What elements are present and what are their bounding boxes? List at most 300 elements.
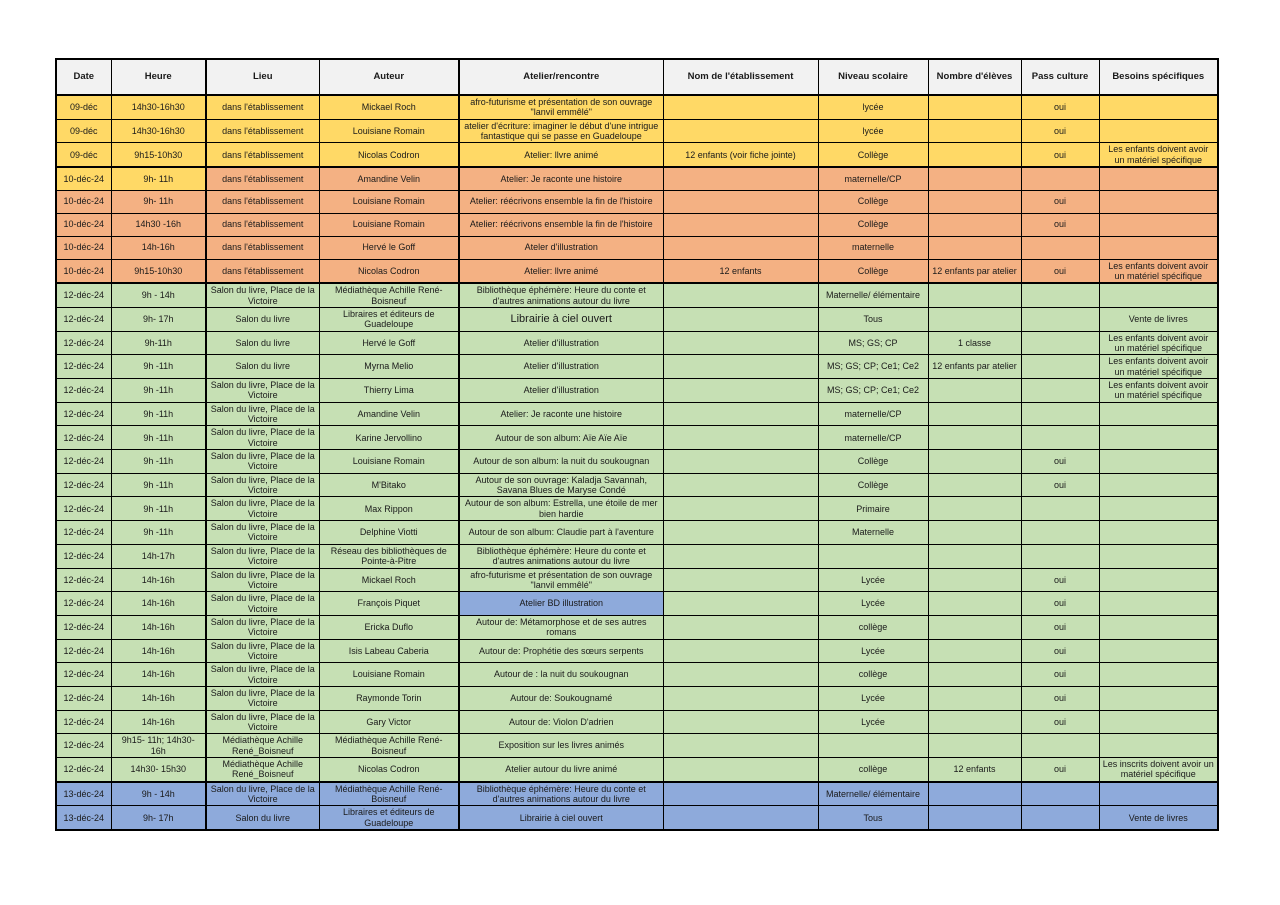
cell-date: 10-déc-24 [56, 190, 111, 213]
cell-lieu: dans l'établissement [206, 95, 319, 119]
cell-niveau: Tous [818, 806, 928, 830]
cell-date: 09-déc [56, 143, 111, 167]
cell-lieu: Salon du livre, Place de la Victoire [206, 782, 319, 806]
cell-nombre [928, 190, 1021, 213]
cell-auteur: Hervé le Goff [319, 331, 459, 355]
cell-auteur: Nicolas Codron [319, 143, 459, 167]
cell-nombre [928, 473, 1021, 497]
cell-nombre [928, 568, 1021, 592]
cell-etablissement [663, 544, 818, 568]
cell-atelier: Autour de son album: Claudie part à l'aventure [459, 521, 663, 545]
cell-lieu: Salon du livre, Place de la Victoire [206, 473, 319, 497]
table-row [56, 734, 1218, 758]
table-row [56, 119, 1218, 143]
table-row [56, 568, 1218, 592]
cell-auteur: Mickael Roch [319, 568, 459, 592]
table-row [56, 710, 1218, 734]
cell-pass: oui [1021, 686, 1099, 710]
cell-etablissement [663, 402, 818, 426]
cell-date: 12-déc-24 [56, 521, 111, 545]
cell-niveau: Collège [818, 473, 928, 497]
cell-auteur: Louisiane Romain [319, 119, 459, 143]
cell-auteur: Nicolas Codron [319, 758, 459, 782]
cell-pass [1021, 402, 1099, 426]
cell-pass: oui [1021, 710, 1099, 734]
cell-etablissement [663, 782, 818, 806]
cell-besoins: Vente de livres [1099, 806, 1218, 830]
cell-niveau: MS; GS; CP [818, 331, 928, 355]
cell-date: 12-déc-24 [56, 497, 111, 521]
cell-pass: oui [1021, 758, 1099, 782]
table-row [56, 639, 1218, 663]
cell-lieu: Salon du livre, Place de la Victoire [206, 639, 319, 663]
column-header-niveau: Niveau scolaire [818, 59, 928, 95]
cell-auteur: Thierry Lima [319, 379, 459, 403]
cell-date: 09-déc [56, 95, 111, 119]
cell-besoins [1099, 95, 1218, 119]
cell-nombre [928, 450, 1021, 474]
table-row [56, 473, 1218, 497]
table-row [56, 497, 1218, 521]
cell-date: 12-déc-24 [56, 473, 111, 497]
cell-niveau: Collège [818, 259, 928, 283]
table-row [56, 782, 1218, 806]
cell-etablissement [663, 236, 818, 259]
cell-auteur: Ericka Duflo [319, 615, 459, 639]
cell-pass: oui [1021, 639, 1099, 663]
cell-niveau: lycée [818, 119, 928, 143]
cell-besoins: Les enfants doivent avoir un matériel spécifique [1099, 379, 1218, 403]
cell-auteur: Louisiane Romain [319, 450, 459, 474]
cell-heure: 9h - 14h [111, 782, 206, 806]
table-row [56, 686, 1218, 710]
cell-auteur: Médiathèque Achille René-Boisneuf [319, 782, 459, 806]
cell-nombre [928, 402, 1021, 426]
cell-heure: 9h -11h [111, 521, 206, 545]
cell-date: 10-déc-24 [56, 259, 111, 283]
cell-date: 13-déc-24 [56, 782, 111, 806]
column-header-besoins: Besoins spécifiques [1099, 59, 1218, 95]
cell-niveau: MS; GS; CP; Ce1; Ce2 [818, 379, 928, 403]
cell-besoins [1099, 734, 1218, 758]
cell-date: 12-déc-24 [56, 568, 111, 592]
cell-niveau: lycée [818, 95, 928, 119]
cell-heure: 9h -11h [111, 379, 206, 403]
cell-atelier: Atelier d'illustration [459, 379, 663, 403]
cell-atelier: Atelier BD illustration [459, 592, 663, 616]
cell-heure: 9h -11h [111, 355, 206, 379]
cell-heure: 14h-16h [111, 236, 206, 259]
table-row [56, 307, 1218, 331]
cell-heure: 14h-17h [111, 544, 206, 568]
cell-nombre [928, 143, 1021, 167]
cell-lieu: Salon du livre, Place de la Victoire [206, 283, 319, 307]
cell-date: 12-déc-24 [56, 592, 111, 616]
cell-nombre [928, 663, 1021, 687]
cell-atelier: Autour de son ouvrage: Kaladja Savannah, Savana Blues de Maryse Condé [459, 473, 663, 497]
cell-date: 10-déc-24 [56, 213, 111, 236]
cell-niveau: Collège [818, 143, 928, 167]
cell-auteur: Myrna Melio [319, 355, 459, 379]
cell-nombre: 12 enfants [928, 758, 1021, 782]
column-header-lieu: Lieu [206, 59, 319, 95]
cell-etablissement [663, 663, 818, 687]
cell-date: 12-déc-24 [56, 758, 111, 782]
cell-pass [1021, 355, 1099, 379]
cell-heure: 9h15-10h30 [111, 143, 206, 167]
cell-besoins [1099, 615, 1218, 639]
column-header-etablissement: Nom de l'établissement [663, 59, 818, 95]
cell-lieu: dans l'établissement [206, 119, 319, 143]
cell-lieu: dans l'établissement [206, 143, 319, 167]
cell-atelier: Atelier: Je raconte une histoire [459, 402, 663, 426]
cell-besoins [1099, 663, 1218, 687]
cell-auteur: Max Rippon [319, 497, 459, 521]
cell-heure: 14h-16h [111, 686, 206, 710]
cell-besoins [1099, 782, 1218, 806]
cell-besoins [1099, 544, 1218, 568]
cell-date: 12-déc-24 [56, 402, 111, 426]
cell-niveau: Maternelle [818, 521, 928, 545]
cell-auteur: Hervé le Goff [319, 236, 459, 259]
table-row [56, 806, 1218, 830]
cell-atelier: afro-futurisme et présentation de son ouvrage "lanvil emmêlé" [459, 95, 663, 119]
table-row [56, 143, 1218, 167]
cell-auteur: Delphine Viotti [319, 521, 459, 545]
cell-auteur: Gary Victor [319, 710, 459, 734]
cell-heure: 9h -11h [111, 473, 206, 497]
table-row [56, 95, 1218, 119]
table-row [56, 663, 1218, 687]
table-row [56, 190, 1218, 213]
cell-besoins [1099, 568, 1218, 592]
cell-atelier: Bibliothèque éphémère: Heure du conte et d'autres animations autour du livre [459, 782, 663, 806]
cell-atelier: Ateler d'illustration [459, 236, 663, 259]
cell-niveau [818, 544, 928, 568]
table-row [56, 758, 1218, 782]
cell-atelier: Bibliothèque éphémère: Heure du conte et d'autres animations autour du livre [459, 544, 663, 568]
cell-besoins [1099, 426, 1218, 450]
column-header-auteur: Auteur [319, 59, 459, 95]
cell-heure: 9h - 14h [111, 283, 206, 307]
cell-niveau: collège [818, 663, 928, 687]
cell-date: 12-déc-24 [56, 615, 111, 639]
schedule-table [55, 58, 1219, 831]
cell-lieu: Salon du livre [206, 806, 319, 830]
cell-besoins: Les inscrits doivent avoir un matériel spécifique [1099, 758, 1218, 782]
cell-lieu: Salon du livre, Place de la Victoire [206, 592, 319, 616]
cell-heure: 9h- 11h [111, 167, 206, 190]
cell-nombre [928, 379, 1021, 403]
cell-etablissement [663, 379, 818, 403]
cell-auteur: Amandine Velin [319, 402, 459, 426]
cell-pass [1021, 521, 1099, 545]
cell-pass: oui [1021, 568, 1099, 592]
cell-heure: 9h -11h [111, 497, 206, 521]
cell-nombre [928, 639, 1021, 663]
cell-besoins [1099, 283, 1218, 307]
cell-lieu: Salon du livre, Place de la Victoire [206, 379, 319, 403]
cell-etablissement: 12 enfants [663, 259, 818, 283]
cell-niveau: Tous [818, 307, 928, 331]
cell-besoins [1099, 592, 1218, 616]
cell-etablissement [663, 497, 818, 521]
cell-date: 12-déc-24 [56, 426, 111, 450]
cell-pass: oui [1021, 450, 1099, 474]
cell-niveau [818, 734, 928, 758]
cell-nombre [928, 307, 1021, 331]
cell-niveau: maternelle [818, 236, 928, 259]
cell-auteur: Réseau des bibliothèques de Pointe-à-Pitre [319, 544, 459, 568]
schedule-sheet [55, 58, 1219, 831]
cell-niveau: Maternelle/ élémentaire [818, 782, 928, 806]
cell-nombre [928, 426, 1021, 450]
table-row [56, 521, 1218, 545]
cell-auteur: Karine Jervollino [319, 426, 459, 450]
cell-auteur: Louisiane Romain [319, 190, 459, 213]
cell-heure: 14h30-16h30 [111, 95, 206, 119]
cell-atelier: Atelier d'illustration [459, 331, 663, 355]
cell-pass: oui [1021, 190, 1099, 213]
cell-heure: 9h15- 11h; 14h30-16h [111, 734, 206, 758]
cell-etablissement [663, 686, 818, 710]
cell-atelier: Atelier d'illustration [459, 355, 663, 379]
cell-besoins [1099, 450, 1218, 474]
cell-pass [1021, 497, 1099, 521]
table-row [56, 283, 1218, 307]
cell-atelier: Autour de: Prophétie des sœurs serpents [459, 639, 663, 663]
table-row [56, 331, 1218, 355]
cell-besoins [1099, 686, 1218, 710]
cell-date: 12-déc-24 [56, 686, 111, 710]
cell-besoins: Les enfants doivent avoir un matériel spécifique [1099, 331, 1218, 355]
cell-atelier: Atelier: llvre animé [459, 143, 663, 167]
cell-lieu: Salon du livre, Place de la Victoire [206, 450, 319, 474]
cell-pass [1021, 167, 1099, 190]
cell-nombre [928, 544, 1021, 568]
cell-lieu: Salon du livre, Place de la Victoire [206, 663, 319, 687]
cell-niveau: MS; GS; CP; Ce1; Ce2 [818, 355, 928, 379]
cell-besoins [1099, 167, 1218, 190]
table-row [56, 615, 1218, 639]
cell-date: 12-déc-24 [56, 663, 111, 687]
cell-nombre [928, 236, 1021, 259]
cell-lieu: dans l'établissement [206, 190, 319, 213]
cell-atelier: Atelier: réécrivons ensemble la fin de l'histoire [459, 213, 663, 236]
cell-etablissement [663, 355, 818, 379]
cell-etablissement [663, 283, 818, 307]
cell-heure: 9h- 17h [111, 307, 206, 331]
cell-etablissement [663, 568, 818, 592]
cell-lieu: Salon du livre, Place de la Victoire [206, 686, 319, 710]
column-header-date: Date [56, 59, 111, 95]
cell-etablissement [663, 190, 818, 213]
cell-niveau: Lycée [818, 710, 928, 734]
table-row [56, 259, 1218, 283]
cell-pass: oui [1021, 259, 1099, 283]
cell-lieu: Salon du livre, Place de la Victoire [206, 521, 319, 545]
cell-nombre [928, 710, 1021, 734]
cell-auteur: M'Bitako [319, 473, 459, 497]
cell-pass: oui [1021, 95, 1099, 119]
cell-lieu: Salon du livre [206, 307, 319, 331]
cell-lieu: dans l'établissement [206, 167, 319, 190]
cell-etablissement [663, 806, 818, 830]
cell-date: 10-déc-24 [56, 167, 111, 190]
cell-niveau: Lycée [818, 592, 928, 616]
cell-niveau: collège [818, 615, 928, 639]
cell-auteur: Raymonde Torin [319, 686, 459, 710]
cell-nombre [928, 615, 1021, 639]
cell-auteur: Libraires et éditeurs de Guadeloupe [319, 307, 459, 331]
cell-heure: 9h -11h [111, 450, 206, 474]
cell-nombre [928, 283, 1021, 307]
cell-lieu: dans l'établissement [206, 213, 319, 236]
cell-besoins [1099, 521, 1218, 545]
cell-heure: 14h-16h [111, 639, 206, 663]
cell-date: 12-déc-24 [56, 355, 111, 379]
table-row [56, 592, 1218, 616]
cell-besoins [1099, 473, 1218, 497]
cell-niveau: Primaire [818, 497, 928, 521]
cell-nombre: 1 classe [928, 331, 1021, 355]
cell-atelier: Atelier: llvre animé [459, 259, 663, 283]
table-row [56, 544, 1218, 568]
cell-atelier: Librairie à ciel ouvert [459, 806, 663, 830]
cell-etablissement [663, 167, 818, 190]
cell-nombre [928, 521, 1021, 545]
cell-pass: oui [1021, 592, 1099, 616]
cell-etablissement [663, 592, 818, 616]
cell-date: 12-déc-24 [56, 379, 111, 403]
cell-niveau: Maternelle/ élémentaire [818, 283, 928, 307]
cell-besoins [1099, 190, 1218, 213]
cell-etablissement [663, 450, 818, 474]
table-row [56, 167, 1218, 190]
cell-auteur: Médiathèque Achille René-Boisneuf [319, 734, 459, 758]
cell-nombre [928, 686, 1021, 710]
cell-atelier: atelier d'écriture: imaginer le début d'une intrigue fantastique qui se passe en Guadeloupe [459, 119, 663, 143]
cell-atelier: Autour de son album: la nuit du soukougnan [459, 450, 663, 474]
cell-date: 12-déc-24 [56, 710, 111, 734]
cell-lieu: Salon du livre, Place de la Victoire [206, 710, 319, 734]
cell-etablissement [663, 615, 818, 639]
cell-pass [1021, 782, 1099, 806]
cell-etablissement [663, 473, 818, 497]
cell-besoins [1099, 497, 1218, 521]
cell-auteur: François Piquet [319, 592, 459, 616]
cell-heure: 9h- 11h [111, 190, 206, 213]
cell-atelier: Atelier: réécrivons ensemble la fin de l'histoire [459, 190, 663, 213]
cell-niveau: Lycée [818, 686, 928, 710]
cell-etablissement [663, 426, 818, 450]
cell-etablissement: 12 enfants (voir fiche jointe) [663, 143, 818, 167]
cell-lieu: Médiathèque Achille René_Boisneuf [206, 758, 319, 782]
cell-nombre: 12 enfants par atelier [928, 259, 1021, 283]
cell-pass [1021, 283, 1099, 307]
cell-niveau: Lycée [818, 639, 928, 663]
cell-besoins [1099, 236, 1218, 259]
cell-date: 12-déc-24 [56, 450, 111, 474]
cell-pass: oui [1021, 615, 1099, 639]
table-row [56, 379, 1218, 403]
cell-auteur: Médiathèque Achille René-Boisneuf [319, 283, 459, 307]
cell-atelier: Bibliothèque éphémère: Heure du conte et d'autres animations autour du livre [459, 283, 663, 307]
cell-pass [1021, 379, 1099, 403]
cell-auteur: Isis Labeau Caberia [319, 639, 459, 663]
cell-date: 09-déc [56, 119, 111, 143]
table-row [56, 402, 1218, 426]
cell-niveau: Collège [818, 213, 928, 236]
cell-etablissement [663, 758, 818, 782]
cell-atelier: Exposition sur les livres animés [459, 734, 663, 758]
cell-auteur: Mickael Roch [319, 95, 459, 119]
cell-date: 12-déc-24 [56, 331, 111, 355]
cell-niveau: collège [818, 758, 928, 782]
cell-auteur: Louisiane Romain [319, 663, 459, 687]
cell-heure: 14h-16h [111, 615, 206, 639]
cell-pass [1021, 331, 1099, 355]
cell-lieu: Salon du livre [206, 331, 319, 355]
cell-date: 12-déc-24 [56, 734, 111, 758]
cell-besoins [1099, 402, 1218, 426]
cell-etablissement [663, 119, 818, 143]
cell-heure: 9h -11h [111, 426, 206, 450]
cell-heure: 14h-16h [111, 663, 206, 687]
cell-heure: 14h30 -16h [111, 213, 206, 236]
cell-heure: 9h -11h [111, 402, 206, 426]
column-header-pass: Pass culture [1021, 59, 1099, 95]
cell-pass [1021, 544, 1099, 568]
cell-niveau: Collège [818, 450, 928, 474]
cell-atelier: afro-futurisme et présentation de son ouvrage "lanvil emmêlé" [459, 568, 663, 592]
cell-pass: oui [1021, 213, 1099, 236]
cell-pass [1021, 806, 1099, 830]
cell-auteur: Louisiane Romain [319, 213, 459, 236]
cell-besoins: Les enfants doivent avoir un matériel spécifique [1099, 355, 1218, 379]
cell-auteur: Nicolas Codron [319, 259, 459, 283]
cell-besoins [1099, 119, 1218, 143]
cell-lieu: dans l'établissement [206, 259, 319, 283]
cell-etablissement [663, 95, 818, 119]
cell-nombre [928, 213, 1021, 236]
cell-pass [1021, 426, 1099, 450]
cell-nombre [928, 119, 1021, 143]
cell-niveau: maternelle/CP [818, 167, 928, 190]
cell-nombre [928, 806, 1021, 830]
cell-pass [1021, 734, 1099, 758]
cell-nombre [928, 734, 1021, 758]
cell-lieu: Salon du livre, Place de la Victoire [206, 497, 319, 521]
cell-heure: 9h- 17h [111, 806, 206, 830]
cell-auteur: Libraires et éditeurs de Guadeloupe [319, 806, 459, 830]
cell-atelier: Autour de: Soukougnamé [459, 686, 663, 710]
column-header-heure: Heure [111, 59, 206, 95]
cell-lieu: Salon du livre, Place de la Victoire [206, 426, 319, 450]
cell-atelier: Librairie à ciel ouvert [459, 307, 663, 331]
cell-lieu: Salon du livre, Place de la Victoire [206, 544, 319, 568]
cell-pass: oui [1021, 119, 1099, 143]
cell-nombre [928, 497, 1021, 521]
cell-nombre [928, 167, 1021, 190]
cell-pass: oui [1021, 143, 1099, 167]
cell-nombre: 12 enfants par atelier [928, 355, 1021, 379]
table-row [56, 426, 1218, 450]
cell-atelier: Atelier autour du livre animé [459, 758, 663, 782]
cell-pass [1021, 236, 1099, 259]
cell-niveau: maternelle/CP [818, 426, 928, 450]
cell-pass: oui [1021, 663, 1099, 687]
